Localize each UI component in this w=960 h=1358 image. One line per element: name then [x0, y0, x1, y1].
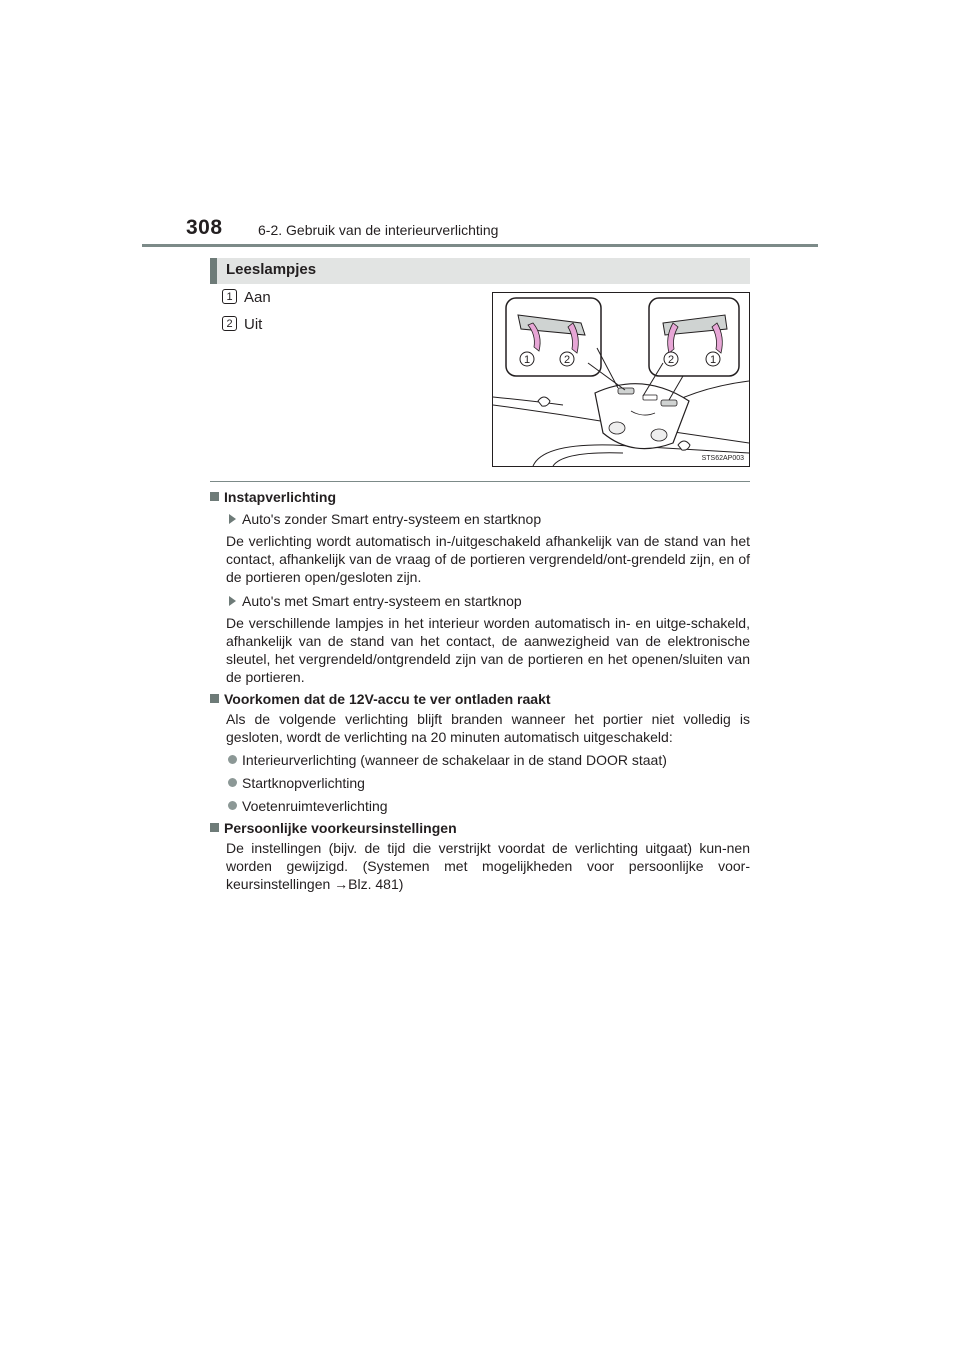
- instap-sub2-text: Auto's met Smart entry-systeem en startknop: [242, 593, 522, 609]
- heading-accent: [210, 258, 217, 284]
- item-number-1: 1: [222, 289, 237, 304]
- persoonlijk-text: De instellingen (bijv. de tijd die verstrijkt voordat de verlichting uitgaat) kun-nen worden gewijzigd. (Systemen met mogelijkheden voor persoonlijke voor-keursinstellingen →Blz. 481): [226, 840, 750, 892]
- illustration-code: STS62AP003: [701, 455, 744, 462]
- instap-title: Instapverlichting: [224, 489, 337, 505]
- triangle-arrow-icon: [229, 596, 236, 606]
- instap-sub1: [226, 510, 750, 528]
- right-callout-number-2: 2: [667, 354, 675, 366]
- accu-heading: [210, 690, 750, 708]
- accu-title: Voorkomen dat de 12V-accu te ver ontladen raakt: [224, 691, 551, 707]
- left-callout-number-2: 2: [563, 354, 571, 366]
- left-callout-number-1: 1: [523, 354, 531, 366]
- accu-bullet-3: [226, 797, 750, 815]
- round-bullet-icon: [228, 778, 237, 787]
- round-bullet-icon: [228, 801, 237, 810]
- instap-sub2: [226, 592, 750, 610]
- square-bullet-icon: [210, 823, 219, 832]
- accu-bullet-2-text: Startknopverlichting: [242, 775, 365, 791]
- square-bullet-icon: [210, 694, 219, 703]
- right-callout-number-1: 1: [709, 354, 717, 366]
- instap-text2: De verschillende lampjes in het interieur worden automatisch in- en uitge-schakeld, afhankelijk van de stand van het contact, de aanwezigheid van de elektronische sleutel, het vergrendeld/ontgrendeld zijn van de portieren en het openen/sluiten van de portieren.: [226, 615, 750, 685]
- instap-text1: De verlichting wordt automatisch in-/uitgeschakeld afhankelijk van de stand van het contact, afhankelijk van de vraag of de portieren vergrendeld/ont-grendeld zijn, en of de portieren open/gesloten zijn.: [226, 533, 750, 585]
- accu-bullet-3-text: Voetenruimteverlichting: [242, 798, 388, 814]
- triangle-arrow-icon: [229, 514, 236, 524]
- content-body: [210, 488, 750, 893]
- accu-bullet-2: [226, 774, 750, 792]
- reading-lamp-illustration: [492, 292, 750, 467]
- item-number-2: 2: [222, 316, 237, 331]
- item-label-on: Aan: [244, 289, 271, 306]
- square-bullet-icon: [210, 492, 219, 501]
- heading-title: Leeslampjes: [226, 261, 317, 278]
- persoonlijk-heading: [210, 819, 750, 837]
- instap-sub1-text: Auto's zonder Smart entry-systeem en startknop: [242, 511, 542, 527]
- section-divider: [210, 481, 750, 482]
- reading-lamp-drawing: [493, 293, 749, 466]
- page-number: 308: [186, 216, 223, 239]
- accu-bullet-1-text: Interieurverlichting (wanneer de schakelaar in de stand DOOR staat): [242, 752, 667, 768]
- persoonlijk-title: Persoonlijke voorkeursinstellingen: [224, 820, 457, 836]
- heading-bar: [210, 258, 750, 284]
- instap-heading: [210, 488, 750, 506]
- section-title: 6-2. Gebruik van de interieurverlichting: [258, 222, 499, 238]
- accu-bullet-1: [226, 751, 750, 769]
- header-rule: [142, 244, 818, 247]
- accu-text: Als de volgende verlichting blijft branden wanneer het portier niet volledig is gesloten, wordt de verlichting na 20 minuten automatisch uitgeschakeld:: [226, 711, 750, 745]
- item-label-off: Uit: [244, 316, 263, 333]
- round-bullet-icon: [228, 755, 237, 764]
